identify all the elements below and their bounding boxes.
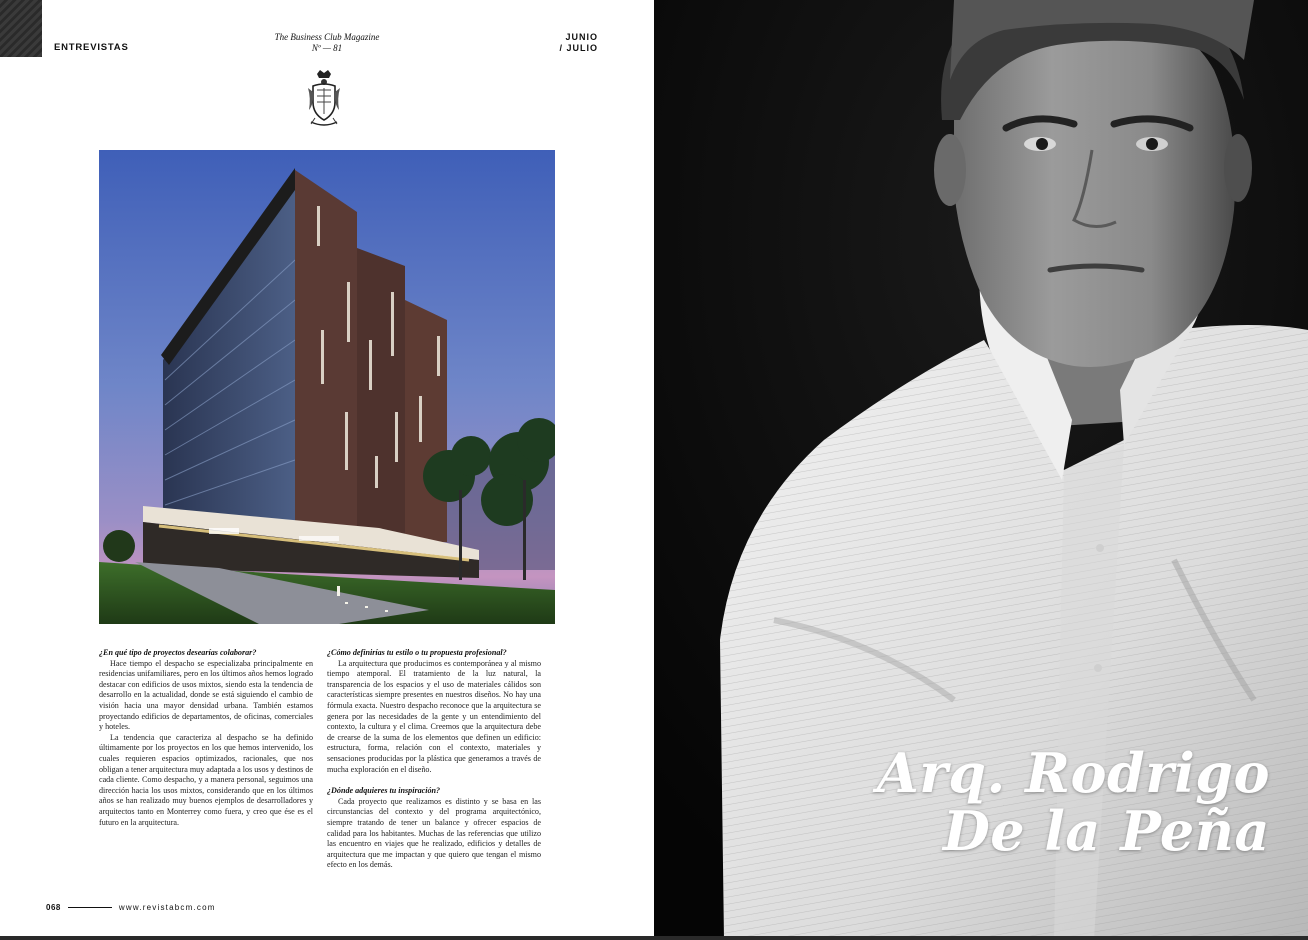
heraldic-crest-icon [305,68,343,130]
name-line-1: Arq. Rodrigo [876,741,1270,805]
issue-number: Nº — 81 [311,43,343,53]
footer-rule [68,907,112,908]
article-column-1 [99,648,313,828]
answer-paragraph: Hace tiempo el despacho se especializaba principalmente en residencias unifamiliares, pero en los últimos años hemos logrado destacar con edificios de usos mixtos, siendo esta la tendencia de desarrollo en la actualidad, donde se está siguiendo el cambio de visión hacia una mayor densidad urbana. También estamos proyectando edificios de departamentos, de oficinas, comerciales y hoteles. [99,658,313,732]
question-heading: ¿Cómo definirías tu estilo o tu propuesta profesional? [327,648,507,657]
issue-date-month-2: / JULIO [559,43,598,53]
issue-date-month: JUNIO [565,32,598,42]
issue-date [559,32,598,54]
question-heading: ¿En qué tipo de proyectos desearías colaborar? [99,648,257,657]
website-link[interactable]: www.revistabcm.com [118,903,216,912]
bottom-edge [0,936,1308,940]
article-column-2 [327,648,541,871]
question-heading: ¿Dónde adquieres tu inspiración? [327,786,441,796]
page-footer [46,903,216,912]
building-photo [99,150,555,624]
answer-paragraph: La tendencia que caracteriza al despacho se ha definido últimamente por los proyectos en los que hemos intervenido, los cuales requieren espacios optimizados, racionales, que nos obligan a tener arquitectura muy adaptada a los usos y destinos de cada cliente. Como despacho, y a manera personal, seguimos una dirección hacia los usos mixtos, considerando que en los últimos años se han realizado muy buenos ejemplos de desarrolladores y arquitectos tanto en Monterrey como fuera, y creo que ése es el futuro en la arquitectura. [99,732,313,827]
page-number: 068 [46,903,61,912]
interviewee-name [876,741,1270,863]
answer-paragraph: Cada proyecto que realizamos es distinto y se basa en las circunstancias del contexto y del programa arquitectónico, siempre tratando de tener un balance y ofrecer espacios de calidad para los habitantes. Muchas de las referencias que utilizo las encuentro en viajes que he realizado, edificios y detalles de arquitectura que me impactan y que quiero que tengan el mismo efecto en los demás. [327,796,541,870]
answer-paragraph: La arquitectura que producimos es contemporánea y al mismo tiempo atemporal. El tratamiento de la luz natural, la transparencia de los espacios y el uso de materiales cálidos son características siempre presentes en nuestros diseños. No hay una fórmula exacta. Nuestro despacho reconoce que la arquitectura se genera por las necesidades de la gente y un entendimiento del contexto, la cultura y el clima. Creemos que la arquitectura debe de crearse de la suma de los elementos que definen un edificio: estructura, forma, relación con el contexto, materiales y sensaciones producidas por la plástica que generamos a través de mucha exploración en el diseño. [327,658,541,774]
section-label: ENTREVISTAS [54,42,129,53]
magazine-title: The Business Club Magazine [274,32,380,42]
name-line-2: De la Peña [942,799,1270,863]
right-page [654,0,1308,940]
